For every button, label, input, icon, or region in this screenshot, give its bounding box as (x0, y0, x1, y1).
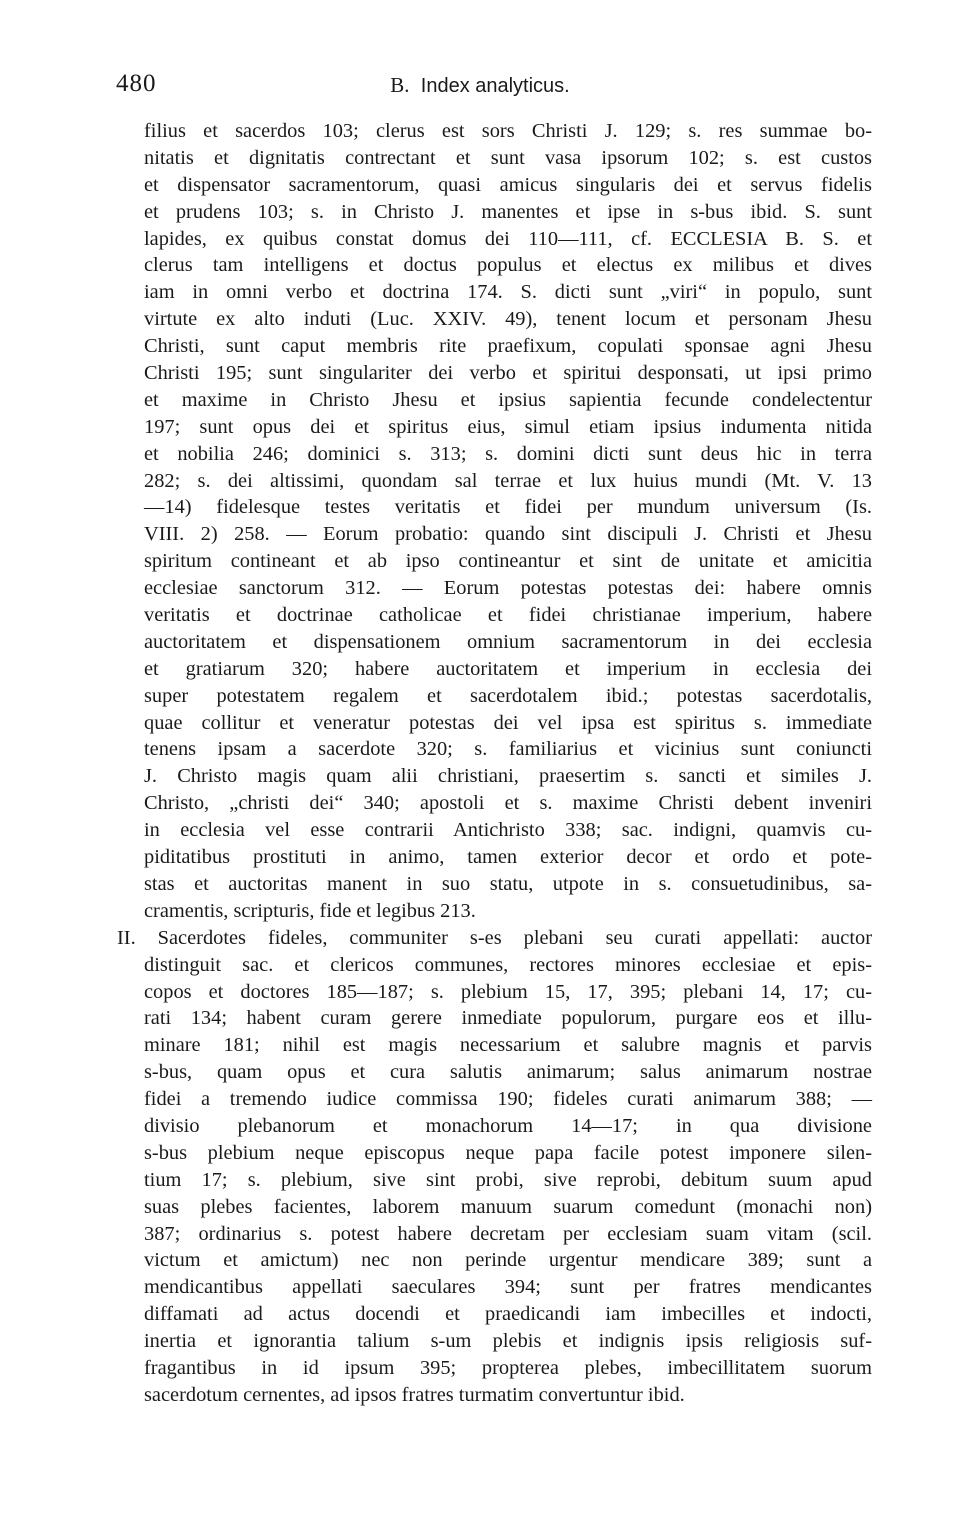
text-line: distinguit sac. et clericos communes, rectores minores ecclesiae et epis- (144, 953, 872, 976)
section-heading-line: II. Sacerdotes fideles, communiter s-es plebani seu curati appellati: auctor (117, 926, 872, 949)
text-line: virtute ex alto induti (Luc. XXIV. 49), tenent locum et personam Jhesu (144, 308, 872, 331)
text-line: tium 17; s. plebium, sive sint probi, sive reprobi, debitum suum apud (144, 1168, 872, 1191)
text-line: 197; sunt opus dei et spiritus eius, simul etiam ipsius indumenta nitida (144, 415, 872, 438)
text-line: veritatis et doctrinae catholicae et fidei christianae imperium, habere (144, 604, 872, 627)
text-line: Christi 195; sunt singulariter dei verbo et spiritui desponsati, ut ipsi primo (144, 362, 872, 385)
text-line: lapides, ex quibus constat domus dei 110—111, cf. ECCLESIA B. S. et (144, 227, 872, 250)
text-line: in ecclesia vel esse contrarii Antichristo 338; sac. indigni, quamvis cu- (144, 819, 872, 842)
text-line: clerus tam intelligens et doctus populus et electus ex milibus et dives (144, 254, 872, 277)
text-line: et maxime in Christo Jhesu et ipsius sapientia fecunde condelectentur (144, 388, 872, 411)
text-line: copos et doctores 185—187; s. plebium 15, 17, 395; plebani 14, 17; cu- (144, 980, 872, 1003)
text-line: et prudens 103; s. in Christo J. manentes et ipse in s-bus ibid. S. sunt (144, 200, 872, 223)
text-line: fragantibus in id ipsum 395; propterea plebes, imbecillitatem suorum (144, 1356, 872, 1379)
text-line: Christo, „christi dei“ 340; apostoli et s. maxime Christi debent inveniri (144, 792, 872, 815)
running-head-prefix: B. (390, 73, 410, 97)
text-line: tenens ipsam a sacerdote 320; s. familiarius et vicinius sunt coniuncti (144, 738, 872, 761)
text-line: —14) fidelesque testes veritatis et fidei per mundum universum (Is. (144, 496, 872, 519)
text-line: 387; ordinarius s. potest habere decretam per ecclesiam suam vitam (scil. (144, 1222, 872, 1245)
text-line: victum et amictum) nec non perinde urgentur mendicare 389; sunt a (144, 1249, 872, 1272)
text-line: cramentis, scripturis, fide et legibus 213. (144, 899, 476, 922)
text-line: filius et sacerdos 103; clerus est sors Christi J. 129; s. res summae bo- (144, 120, 872, 142)
text-line: fidei a tremendo iudice commissa 190; fideles curati animarum 388; — (144, 1088, 872, 1111)
index-entry-text (117, 118, 872, 1409)
text-line: et nobilia 246; dominici s. 313; s. domini dicti sunt deus hic in terra (144, 442, 872, 465)
text-line: J. Christo magis quam alii christiani, praesertim s. sancti et similes J. (144, 765, 872, 788)
text-line: et gratiarum 320; habere auctoritatem et imperium in ecclesia dei (144, 657, 872, 680)
text-line: VIII. 2) 258. — Eorum probatio: quando sint discipuli J. Christi et Jhesu (144, 523, 872, 546)
text-line: iam in omni verbo et doctrina 174. S. dicti sunt „viri“ in populo, sunt (144, 281, 872, 304)
text-line: minare 181; nihil est magis necessarium et salubre magnis et parvis (144, 1034, 872, 1057)
text-line: divisio plebanorum et monachorum 14—17; in qua divisione (144, 1114, 872, 1137)
text-line: auctoritatem et dispensationem omnium sacramentorum in dei ecclesia (144, 630, 872, 653)
text-line: spiritum contineant et ab ipso contineantur et sint de unitate et amicitia (144, 550, 872, 573)
text-line: Christi, sunt caput membris rite praefixum, copulati sponsae agni Jhesu (144, 335, 872, 358)
text-line: quae collitur et veneratur potestas dei vel ipsa est spiritus s. immediate (144, 711, 872, 734)
text-line: diffamati ad actus docendi et praedicandi iam imbecilles et indocti, (144, 1303, 872, 1326)
text-line: inertia et ignorantia talium s-um plebis et indignis ipsis religiosis suf- (144, 1330, 872, 1353)
text-line: suas plebes facientes, laborem manuum suarum comedunt (monachi non) (144, 1195, 872, 1218)
text-line: s-bus, quam opus et cura salutis animarum; salus animarum nostrae (144, 1061, 872, 1084)
text-line: super potestatem regalem et sacerdotalem ibid.; potestas sacerdotalis, (144, 684, 872, 707)
text-line: rati 134; habent curam gerere inmediate populorum, purgare eos et illu- (144, 1007, 872, 1030)
text-line: stas et auctoritas manent in suo statu, utpote in s. consuetudinibus, sa- (144, 872, 872, 895)
text-line: s-bus plebium neque episcopus neque papa facile potest imponere silen- (144, 1141, 872, 1164)
page-number: 480 (116, 70, 157, 97)
text-line: ecclesiae sanctorum 312. — Eorum potestas potestas dei: habere omnis (144, 577, 872, 600)
text-line: piditatibus prostituti in animo, tamen exterior decor et ordo et pote- (144, 846, 872, 869)
text-line: mendicantibus appellati saeculares 394; sunt per fratres mendicantes (144, 1276, 872, 1299)
text-line: et dispensator sacramentorum, quasi amicus singularis dei et servus fidelis (144, 173, 872, 196)
text-line: sacerdotum cernentes, ad ipsos fratres turmatim convertuntur ibid. (144, 1383, 685, 1406)
text-line: nitatis et dignitatis contrectant et sunt vasa ipsorum 102; s. est custos (144, 146, 872, 169)
text-line: 282; s. dei altissimi, quondam sal terrae et lux huius mundi (Mt. V. 13 (144, 469, 872, 492)
running-head-title: Index analyticus. (420, 75, 570, 97)
running-head (0, 73, 960, 98)
